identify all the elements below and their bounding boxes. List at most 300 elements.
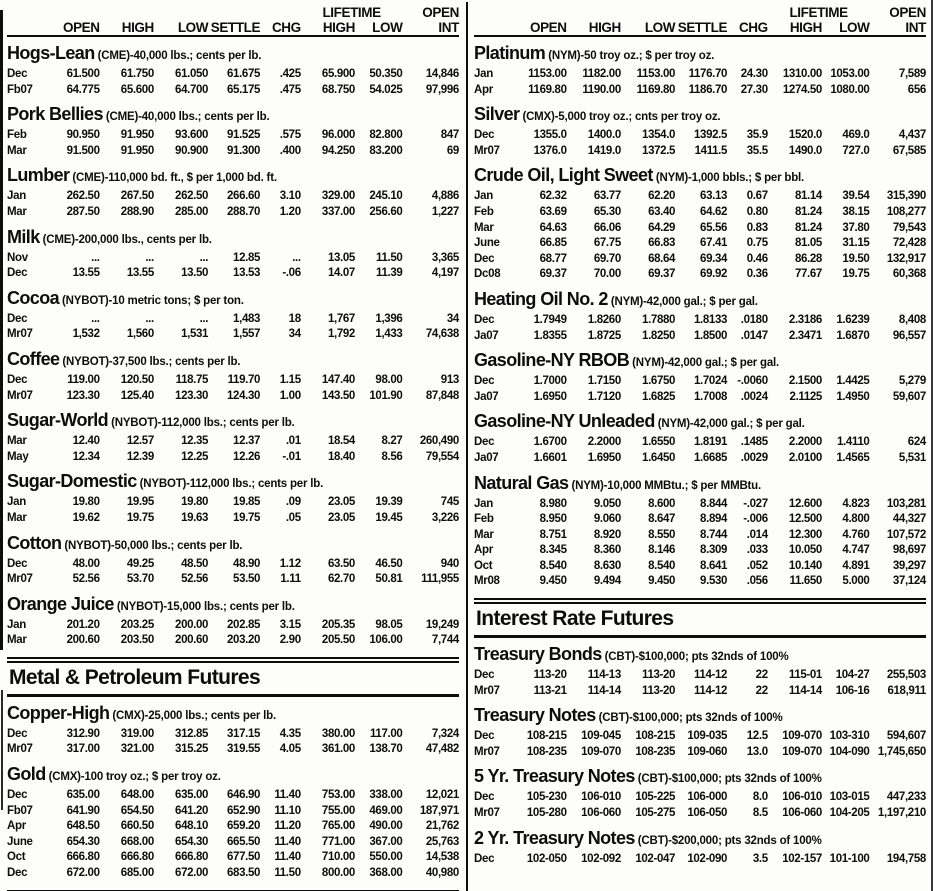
table-row xyxy=(474,574,926,590)
cell-lifetime-high: 115-01 xyxy=(788,669,822,682)
cell-high: 8.360 xyxy=(593,544,621,557)
commodity-heading xyxy=(7,764,459,788)
cell-open: ... xyxy=(91,312,100,325)
cell-open: 64.63 xyxy=(539,221,567,234)
cell-high: 67.75 xyxy=(593,237,621,250)
cell-high: 1.8725 xyxy=(587,329,621,342)
cell-lifetime-high: 800.00 xyxy=(321,867,355,880)
cell-lifetime-low: 469.00 xyxy=(369,804,403,817)
settle-column-header: SETTLE xyxy=(210,20,261,35)
commodity-name: Sugar-World xyxy=(7,410,109,431)
cell-settle: 1.7008 xyxy=(694,390,728,403)
cell-lifetime-low: 98.05 xyxy=(375,618,403,631)
cell-open: 108-235 xyxy=(526,745,567,758)
cell-lifetime-low: 245.10 xyxy=(369,190,403,203)
left-column-blocks xyxy=(7,43,459,891)
cell-low: 64.700 xyxy=(175,83,209,96)
cell-month: Dec xyxy=(7,373,28,386)
table-row xyxy=(7,850,459,866)
cell-low: 1.7880 xyxy=(642,313,676,326)
cell-chg: -.027 xyxy=(743,497,768,510)
cell-open-int: 79,543 xyxy=(892,221,926,234)
cell-chg: .0147 xyxy=(740,329,768,342)
cell-month: Nov xyxy=(7,251,28,264)
cell-settle: 53.50 xyxy=(233,573,261,586)
cell-open-int: 187,971 xyxy=(419,804,459,817)
cell-high: 91.950 xyxy=(120,144,154,157)
cell-lifetime-high: 14.07 xyxy=(327,267,355,280)
cell-month: Mr07 xyxy=(7,328,33,341)
cell-settle: 1.8191 xyxy=(694,436,728,449)
commodity-heading xyxy=(7,165,459,189)
cell-low: 66.83 xyxy=(648,237,676,250)
cell-lifetime-low: 1053.00 xyxy=(830,68,870,80)
cell-lifetime-low: 19.45 xyxy=(375,511,403,524)
cell-low: 19.80 xyxy=(181,496,209,509)
cell-open: 1.6601 xyxy=(533,451,567,464)
commodity-block xyxy=(7,349,459,404)
commodity-block xyxy=(7,533,459,588)
cell-lifetime-low: 1,396 xyxy=(375,312,403,325)
cell-low: 123.30 xyxy=(175,389,209,402)
cell-low: 1169.80 xyxy=(636,83,676,96)
cell-lifetime-high: 361.00 xyxy=(321,743,355,756)
cell-month: Jan xyxy=(7,190,26,203)
cell-open-int: 618,911 xyxy=(887,684,926,697)
table-row xyxy=(474,729,926,745)
cell-lifetime-high: 12.300 xyxy=(788,528,822,541)
cell-open: 641.90 xyxy=(66,804,100,817)
contract-spec: (CMX)-5,000 troy oz.; cnts per troy oz. xyxy=(522,111,721,124)
table-row xyxy=(474,528,926,544)
cell-open-int: 4,197 xyxy=(431,267,459,280)
cell-open: 9.450 xyxy=(539,575,567,588)
table-row xyxy=(474,189,926,205)
cell-chg: .0029 xyxy=(740,451,768,464)
cell-settle: 266.60 xyxy=(227,190,261,203)
cell-chg: .09 xyxy=(285,496,301,509)
cell-open-int: 21,762 xyxy=(425,820,459,833)
open-column-header: OPEN xyxy=(62,20,100,35)
table-row xyxy=(7,450,459,466)
cell-low: 8.146 xyxy=(648,544,676,557)
cell-chg: 1.12 xyxy=(279,557,301,570)
cell-settle: 69.92 xyxy=(700,268,728,281)
cell-chg: 1.11 xyxy=(280,573,301,586)
commodity-block xyxy=(474,350,926,405)
cell-low: 8.600 xyxy=(648,497,676,510)
commodity-name: Crude Oil, Light Sweet xyxy=(474,165,653,186)
commodity-name: Treasury Notes xyxy=(474,705,596,726)
cell-high: 660.50 xyxy=(120,820,154,833)
table-row xyxy=(474,451,926,467)
cell-settle: 65.56 xyxy=(700,221,728,234)
cell-month: Dec xyxy=(474,669,495,682)
cell-high: 1182.00 xyxy=(582,68,621,80)
cell-settle: 124.30 xyxy=(227,389,261,402)
table-row xyxy=(474,559,926,575)
cell-lifetime-low: 338.00 xyxy=(369,789,403,802)
contract-spec: (NYM)-42,000 gal.; $ per gal. xyxy=(657,418,805,431)
cell-settle: 319.55 xyxy=(227,743,261,756)
cell-month: Dec xyxy=(474,313,495,326)
commodity-heading xyxy=(7,594,459,618)
cell-settle: 1.6685 xyxy=(694,451,728,464)
right-column xyxy=(472,2,928,891)
cell-low: 8.540 xyxy=(648,559,676,572)
commodity-block xyxy=(474,828,926,868)
cell-lifetime-high: 2.2000 xyxy=(788,436,822,449)
cell-open: 1,532 xyxy=(72,328,100,341)
cell-lifetime-high: 23.05 xyxy=(327,496,355,509)
table-row xyxy=(474,221,926,237)
high-column-header: HIGH xyxy=(588,20,621,35)
cell-open: 317.00 xyxy=(66,743,100,756)
cell-high: 203.25 xyxy=(120,618,154,631)
commodity-heading xyxy=(474,766,926,790)
cell-chg: 35.9 xyxy=(746,129,768,142)
cell-lifetime-high: 1310.00 xyxy=(782,68,822,80)
cell-month: Mar xyxy=(7,205,27,218)
cell-low: 105-275 xyxy=(635,807,676,820)
cell-month: Mr07 xyxy=(474,745,500,758)
cell-settle: 19.75 xyxy=(233,511,261,524)
cell-chg: 13.0 xyxy=(746,745,768,758)
column-header xyxy=(474,2,926,37)
cell-high: 19.95 xyxy=(126,496,154,509)
cell-settle: 677.50 xyxy=(227,851,261,864)
contract-spec: (NYM)-50 troy oz.; $ per troy oz. xyxy=(548,50,715,62)
cell-lifetime-low: 4.800 xyxy=(842,513,870,526)
open-column-header: OPEN xyxy=(529,20,567,35)
chg-column-header: CHG xyxy=(738,20,768,35)
commodity-block xyxy=(7,410,459,465)
cell-settle: 106-000 xyxy=(687,791,728,804)
cell-lifetime-low: 368.00 xyxy=(369,867,403,880)
cell-lifetime-high: 755.00 xyxy=(321,804,355,817)
cell-lifetime-high: 81.24 xyxy=(794,221,822,234)
cell-chg: .014 xyxy=(746,528,768,541)
cell-open-int: 4,886 xyxy=(431,190,459,203)
cell-low: 315.25 xyxy=(175,743,209,756)
table-row xyxy=(474,390,926,406)
cell-chg: 1.20 xyxy=(279,205,301,218)
cell-lifetime-high: 81.24 xyxy=(794,205,822,218)
cell-settle: 106-050 xyxy=(687,807,728,820)
table-row xyxy=(474,497,926,513)
cell-open-int: 72,428 xyxy=(892,237,926,250)
commodity-block xyxy=(7,288,459,343)
table-row xyxy=(474,806,926,822)
lifetime-low-column-header: LOW xyxy=(839,20,870,35)
contract-spec: (CMX)-100 troy oz.; $ per troy oz. xyxy=(48,771,221,784)
low-column-header: LOW xyxy=(177,20,209,35)
cell-high: 114-13 xyxy=(587,669,621,682)
cell-high: 109-070 xyxy=(581,745,621,758)
commodity-block xyxy=(474,104,926,159)
commodity-heading xyxy=(474,411,926,435)
cell-settle: 12.26 xyxy=(233,450,261,463)
cell-month: Feb xyxy=(474,513,494,526)
cell-open-int: 913 xyxy=(440,373,459,386)
contract-spec: (CME)-40,000 lbs.; cents per lb. xyxy=(97,50,262,62)
scan-edge-artifact xyxy=(0,10,3,650)
cell-lifetime-low: 103-015 xyxy=(829,791,870,804)
cell-open: 113-21 xyxy=(533,684,567,697)
cell-high: 12.57 xyxy=(126,435,154,448)
contract-spec: (CME)-110,000 bd. ft., $ per 1,000 bd. ft. xyxy=(72,172,277,185)
cell-open: 1.7000 xyxy=(533,375,567,388)
cell-lifetime-low: 1080.00 xyxy=(830,83,870,96)
low-column-header: LOW xyxy=(644,20,676,35)
cell-high: 91.950 xyxy=(120,129,154,142)
commodity-name: Gold xyxy=(7,764,46,785)
commodity-name: Treasury Bonds xyxy=(474,644,602,665)
commodity-heading xyxy=(474,165,926,189)
cell-open-int: 59,607 xyxy=(892,390,926,403)
cell-settle: 1176.70 xyxy=(688,68,728,80)
cell-open-int: 132,917 xyxy=(886,252,926,265)
cell-low: 19.63 xyxy=(181,511,209,524)
cell-low: ... xyxy=(199,312,209,325)
commodity-heading xyxy=(7,471,459,495)
cell-open-int: 39,297 xyxy=(892,559,926,572)
table-row xyxy=(474,83,926,99)
cell-chg: 0.83 xyxy=(746,221,768,234)
cell-chg: 35.5 xyxy=(746,144,768,157)
cell-month: Ja07 xyxy=(474,329,499,342)
cell-open: 123.30 xyxy=(66,389,100,402)
commodity-heading xyxy=(474,705,926,729)
cell-low: 1372.5 xyxy=(642,144,676,157)
cell-chg: 3.15 xyxy=(279,618,301,631)
cell-chg: .056 xyxy=(746,575,768,588)
cell-month: Dec xyxy=(474,852,495,865)
cell-open-int: 79,554 xyxy=(425,450,459,463)
commodity-heading xyxy=(474,43,926,67)
contract-spec: (NYBOT)-37,500 lbs.; cents per lb. xyxy=(62,355,241,368)
cell-high: 12.39 xyxy=(126,450,154,463)
cell-settle: 202.85 xyxy=(227,618,261,631)
cell-lifetime-low: 469.0 xyxy=(842,129,870,142)
cell-lifetime-high: 23.05 xyxy=(327,511,355,524)
open-int-label-bottom: INT xyxy=(905,20,926,35)
cell-low: 90.900 xyxy=(175,144,209,157)
cell-low: 102-047 xyxy=(635,852,676,865)
cell-lifetime-low: 104-090 xyxy=(829,745,870,758)
table-row xyxy=(7,788,459,804)
cell-low: 108-215 xyxy=(635,730,676,743)
table-row xyxy=(7,835,459,851)
commodity-name: Pork Bellies xyxy=(7,104,103,125)
cell-lifetime-low: 98.00 xyxy=(375,373,403,386)
cell-low: 63.40 xyxy=(648,205,676,218)
cell-open-int: 745 xyxy=(440,496,459,509)
commodity-name: Gasoline-NY Unleaded xyxy=(474,411,655,432)
cell-low: 113-20 xyxy=(642,684,676,697)
cell-open: 1.8355 xyxy=(533,329,567,342)
cell-high: 120.50 xyxy=(120,373,154,386)
cell-chg: 0.36 xyxy=(746,268,768,281)
commodity-name: Platinum xyxy=(474,43,546,63)
cell-open-int: 40,980 xyxy=(425,867,459,880)
cell-chg: -.0060 xyxy=(737,375,768,388)
cell-open-int: 194,758 xyxy=(886,852,926,865)
cell-chg: 27.30 xyxy=(740,83,768,96)
cell-chg: 0.75 xyxy=(746,237,768,250)
cell-lifetime-low: 101.90 xyxy=(369,389,403,402)
contract-spec: (NYBOT)-112,000 lbs.; cents per lb. xyxy=(111,417,295,430)
cell-high: 125.40 xyxy=(120,389,154,402)
cell-chg: ... xyxy=(292,251,301,264)
commodity-heading xyxy=(7,288,459,312)
cell-open: 1153.00 xyxy=(528,68,567,80)
cell-lifetime-low: 19.50 xyxy=(842,252,870,265)
table-row xyxy=(7,389,459,405)
cell-settle: 1,483 xyxy=(233,312,261,325)
cell-settle: 8.641 xyxy=(700,559,728,572)
cell-high: 288.90 xyxy=(120,205,154,218)
cell-settle: 69.34 xyxy=(700,252,728,265)
cell-high: 65.600 xyxy=(120,83,154,96)
cell-high: 70.00 xyxy=(593,268,621,281)
cell-lifetime-high: 109-070 xyxy=(782,730,822,743)
cell-high: 53.70 xyxy=(126,573,154,586)
cell-high: 9.060 xyxy=(593,513,621,526)
cell-open-int: 97,996 xyxy=(425,83,459,96)
commodity-heading xyxy=(7,533,459,557)
cell-month: Dec xyxy=(474,375,495,388)
cell-month: Dec xyxy=(474,252,495,265)
cell-open: 12.34 xyxy=(72,450,100,463)
cell-settle: 1,557 xyxy=(233,328,261,341)
cell-settle: 683.50 xyxy=(227,867,261,880)
cell-settle: 1411.5 xyxy=(694,144,728,157)
cell-lifetime-high: 765.00 xyxy=(321,820,355,833)
cell-month: Dec xyxy=(7,557,28,570)
cell-settle: 119.70 xyxy=(227,373,261,386)
cell-settle: 12.85 xyxy=(233,251,261,264)
cell-lifetime-high: 12.500 xyxy=(788,513,822,526)
cell-low: 68.64 xyxy=(648,252,676,265)
cell-open-int: 37,124 xyxy=(892,575,926,588)
cell-open: 1169.80 xyxy=(528,83,567,96)
commodity-name: Natural Gas xyxy=(474,472,569,493)
cell-open: 1376.0 xyxy=(533,144,567,157)
cell-settle: 9.530 xyxy=(700,575,728,588)
cell-lifetime-low: 106-16 xyxy=(835,684,870,697)
cell-settle: 646.90 xyxy=(227,789,261,802)
cell-high: 203.50 xyxy=(120,634,154,647)
cell-lifetime-high: 1274.50 xyxy=(782,83,822,96)
section-heading: Interest Rate Futures xyxy=(474,598,926,638)
cell-settle: 659.20 xyxy=(227,820,261,833)
cell-chg: .052 xyxy=(746,559,768,572)
cell-open: 8.345 xyxy=(539,544,567,557)
table-row xyxy=(474,252,926,268)
cell-low: 113-20 xyxy=(642,669,676,682)
commodity-name: 5 Yr. Treasury Notes xyxy=(474,766,635,787)
cell-open-int: 14,538 xyxy=(425,851,459,864)
cell-open: 91.500 xyxy=(66,144,100,157)
cell-chg: 11.40 xyxy=(274,835,301,848)
commodity-heading xyxy=(7,349,459,373)
cell-month: Dec xyxy=(474,791,495,804)
cell-open-int: 60,368 xyxy=(892,268,926,281)
commodity-heading xyxy=(474,828,926,852)
cell-lifetime-high: 102-157 xyxy=(782,852,822,865)
cell-open: 19.62 xyxy=(72,511,100,524)
lifetime-high-column-header: HIGH xyxy=(322,20,355,35)
cell-open: 648.50 xyxy=(66,820,100,833)
cell-lifetime-high: 106-060 xyxy=(782,807,822,820)
cell-lifetime-high: 81.14 xyxy=(794,190,822,203)
cell-low: 9.450 xyxy=(648,575,676,588)
cell-lifetime-high: 1490.0 xyxy=(788,144,822,157)
column-header-bottom-row xyxy=(7,20,459,35)
cell-month: Dec xyxy=(474,129,495,142)
commodity-name: Lumber xyxy=(7,165,70,186)
cell-lifetime-high: 2.0100 xyxy=(788,451,822,464)
table-row xyxy=(7,373,459,389)
cell-lifetime-low: 31.15 xyxy=(842,237,870,250)
cell-lifetime-high: 1,792 xyxy=(327,328,355,341)
cell-open: 666.80 xyxy=(66,851,100,864)
cell-high: 267.50 xyxy=(120,190,154,203)
cell-open-int: 3,365 xyxy=(431,251,459,264)
cell-high: 49.25 xyxy=(126,557,154,570)
cell-open-int: 1,745,650 xyxy=(877,745,926,758)
commodity-heading xyxy=(7,410,459,434)
cell-month: May xyxy=(7,450,29,463)
commodity-heading xyxy=(474,104,926,128)
cell-lifetime-low: 117.00 xyxy=(369,727,403,740)
table-row xyxy=(7,819,459,835)
month-column-header xyxy=(7,20,45,35)
cell-month: Mar xyxy=(7,144,27,157)
cell-chg: 4.05 xyxy=(279,743,301,756)
cell-settle: 19.85 xyxy=(233,496,261,509)
cell-chg: 0.46 xyxy=(746,252,768,265)
lifetime-label: LIFETIME xyxy=(789,5,848,20)
cell-open-int: 111,955 xyxy=(421,573,459,586)
cell-lifetime-low: 8.27 xyxy=(381,435,403,448)
cell-lifetime-high: 18.40 xyxy=(327,450,355,463)
cell-lifetime-high: 68.750 xyxy=(321,83,355,96)
cell-open: 8.751 xyxy=(539,528,567,541)
cell-high: 9.494 xyxy=(593,575,621,588)
commodity-block xyxy=(474,705,926,760)
cell-month: June xyxy=(474,237,500,250)
column-header-bottom-row xyxy=(474,20,926,35)
commodity-block xyxy=(7,227,459,282)
cell-open-int: 847 xyxy=(440,129,459,142)
cell-open: 64.775 xyxy=(66,83,100,96)
cell-low: 666.80 xyxy=(175,851,209,864)
commodity-block xyxy=(7,43,459,98)
cell-settle: 67.41 xyxy=(700,237,728,250)
right-column-blocks xyxy=(474,43,926,867)
cell-lifetime-high: 329.00 xyxy=(321,190,355,203)
cell-low: 641.20 xyxy=(175,804,209,817)
cell-lifetime-high: 106-010 xyxy=(782,791,822,804)
cell-chg: .0024 xyxy=(740,390,768,403)
cell-chg: 12.5 xyxy=(746,730,768,743)
cell-open: 1.6700 xyxy=(533,436,567,449)
cell-lifetime-high: 63.50 xyxy=(327,557,355,570)
cell-high: 685.00 xyxy=(120,867,154,880)
cell-open-int: 47,482 xyxy=(425,743,459,756)
